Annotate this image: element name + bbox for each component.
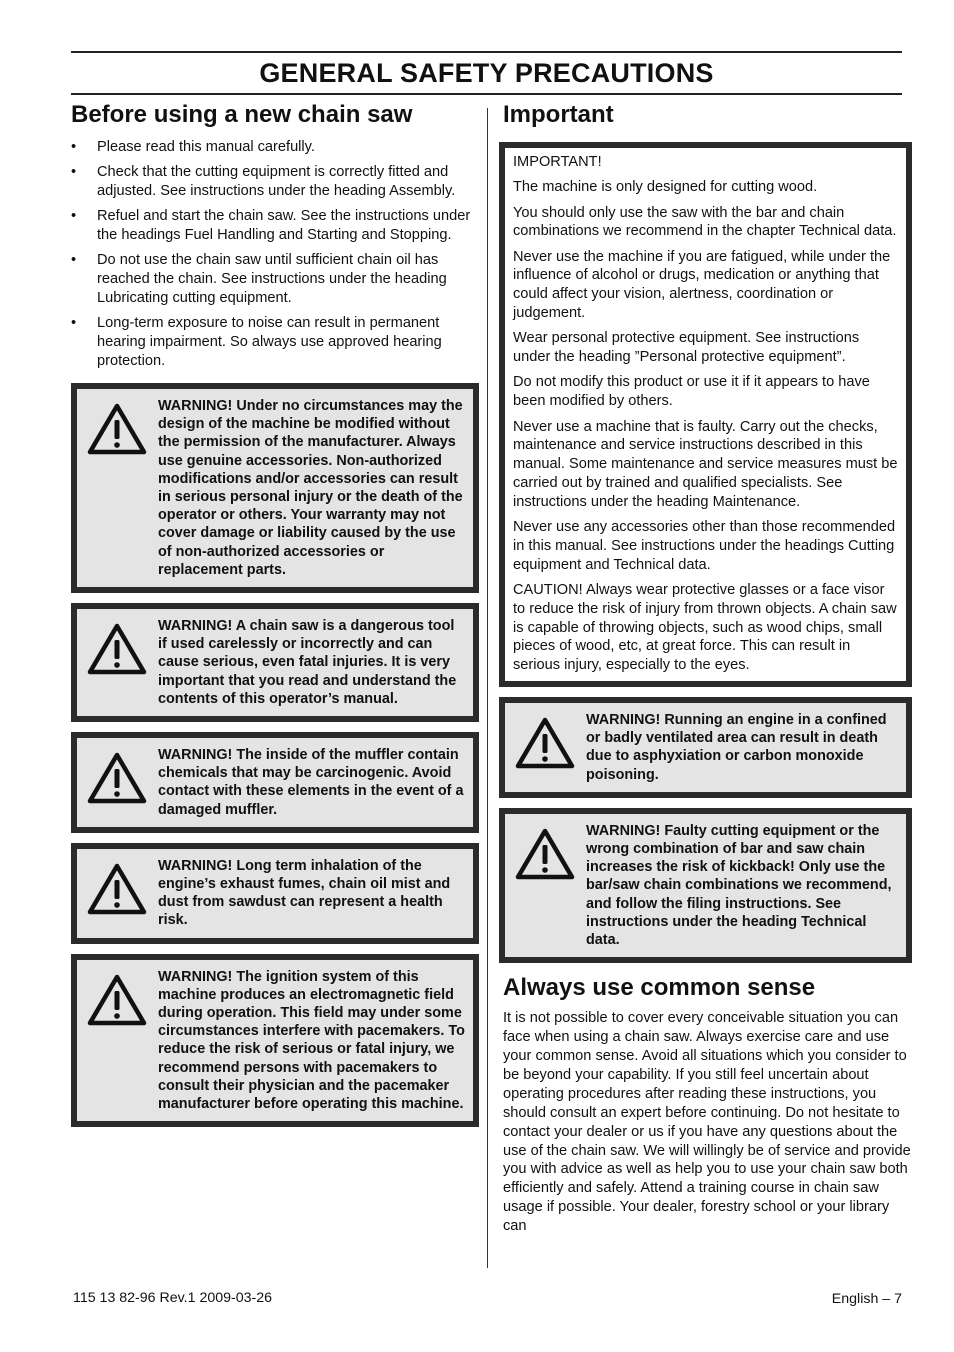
warning-box-ignition (71, 954, 479, 1128)
list-item: • Check that the cutting equipment is correctly fitted and adjusted. See instructions under the heading Assembly. (71, 163, 479, 201)
header-top-rule (71, 51, 902, 53)
section-heading-before-using: Before using a new chain saw (71, 101, 413, 128)
page-title: GENERAL SAFETY PRECAUTIONS (259, 58, 714, 88)
warning-triangle-icon (87, 623, 147, 675)
warning-text: WARNING! Running an engine in a confined or badly ventilated area can result in death due to asphyxiation or carbon monoxide poisoning. (586, 711, 887, 783)
warning-triangle-icon (87, 752, 147, 804)
warning-text: WARNING! The inside of the muffler contain chemicals that may be carcinogenic. Avoid contact with these elements in the event of a damaged muffler. (158, 747, 464, 818)
important-paragraph: Do not modify this product or use it if it appears to have been modified by others. (513, 374, 870, 410)
right-column (499, 100, 912, 1236)
list-item: • Do not use the chain saw until sufficient chain oil has reached the chain. See instructions under the heading Lubricating cutting equipment. (71, 251, 479, 308)
warning-box-ventilation (499, 697, 912, 798)
warning-box-modification (71, 383, 479, 593)
warning-box-kickback (499, 808, 912, 963)
section-heading-common-sense: Always use common sense (503, 974, 816, 1002)
important-paragraph: Never use a machine that is faulty. Carry out the checks, maintenance and service instructions described in this manual. Some maintenance and service measures must be carried out by trained and qualified specialists. See instructions under the heading Maintenance. (513, 418, 898, 510)
section-heading-important: Important (503, 101, 614, 128)
list-item: • Please read this manual carefully. (71, 138, 479, 157)
warning-text: WARNING! Under no circumstances may the design of the machine be modified without the permission of the manufacturer. Always use genuine accessories. Non-authorized modifications and/or accessories can result in serious personal injury or the death of the operator or others. Your warranty may not cover damage or liability caused by the use of non-authorized accessories or replacement parts. (158, 398, 463, 578)
header-bottom-rule (71, 93, 902, 95)
important-box (499, 142, 912, 687)
warning-box-exhaust (71, 843, 479, 944)
warning-text: WARNING! Faulty cutting equipment or the wrong combination of bar and saw chain increases the risk of kickback! Only use the bar/saw chain combinations we recommend, and follow the filing instructions. See instructions under the heading Technical data. (586, 822, 892, 948)
important-paragraph: Never use the machine if you are fatigued, while under the influence of alcohol or drugs, medication or anything that could affect your vision, alertness, coordination or judgement. (513, 248, 891, 322)
warning-text: WARNING! The ignition system of this machine produces an electromagnetic field during operation. This field may under some circumstances interfere with pacemakers. To reduce the risk of serious or fatal injury, we recommend persons with pacemakers to consult their physician and the pacemaker manufacturer before operating this machine. (158, 968, 465, 1113)
list-item: • Refuel and start the chain saw. See the instructions under the headings Fuel Handling and Starting and Stopping. (71, 207, 479, 245)
important-paragraph: You should only use the saw with the bar and chain combinations we recommend in the chapter Technical data. (513, 204, 897, 240)
column-divider (487, 108, 488, 1268)
important-paragraph: IMPORTANT! (513, 154, 602, 170)
left-column (71, 100, 479, 1137)
warning-text: WARNING! A chain saw is a dangerous tool if used carelessly or incorrectly and can cause serious, even fatal injuries. It is very important that you read and understand the contents of this operator’s manual. (158, 618, 457, 707)
list-item: • Long-term exposure to noise can result in permanent hearing impairment. So always use approved hearing protection. (71, 314, 479, 371)
warning-text: WARNING! Long term inhalation of the engine’s exhaust fumes, chain oil mist and dust from sawdust can represent a health risk. (158, 857, 451, 929)
page-number: English – 7 (831, 1291, 902, 1307)
important-paragraph: The machine is only designed for cutting wood. (513, 179, 818, 196)
warning-box-dangerous-tool (71, 603, 479, 722)
common-sense-text: It is not possible to cover every conceivable situation you can face when using a chain saw. Always exercise care and use your common sense. Avoid all situations which you consider to be beyond your capability. If you still feel uncertain about operating procedures after reading these instructions, you should consult an expert before continuing. Do not hesitate to contact your dealer or us if you have any questions about the use of the chain saw. We will willingly be of service and provide you with advice as well as help you to use your chain saw both efficiently and safely. Attend a training course in chain saw usage if possible. Your dealer, forestry school or your library can (503, 1010, 911, 1235)
warning-triangle-icon (515, 717, 575, 769)
important-paragraph: CAUTION! Always wear protective glasses or a face visor to reduce the risk of injury from thrown objects. A chain saw is capable of throwing objects, such as wood chips, small pieces of wood, etc, at great force. This can result in serious injury, especially to the eyes. (513, 581, 897, 674)
important-paragraph: Never use any accessories other than those recommended in this manual. See instructions under the headings Cutting equipment and Technical data. (513, 519, 896, 573)
document-id: 115 13 82-96 Rev.1 2009-03-26 (73, 1290, 273, 1306)
warning-triangle-icon (87, 863, 147, 915)
warning-triangle-icon (87, 974, 147, 1026)
important-paragraph: Wear personal protective equipment. See instructions under the heading ”Personal protective equipment”. (513, 330, 860, 366)
before-using-list (71, 138, 479, 371)
warning-box-muffler (71, 732, 479, 833)
warning-triangle-icon (87, 403, 147, 455)
warning-triangle-icon (515, 828, 575, 880)
